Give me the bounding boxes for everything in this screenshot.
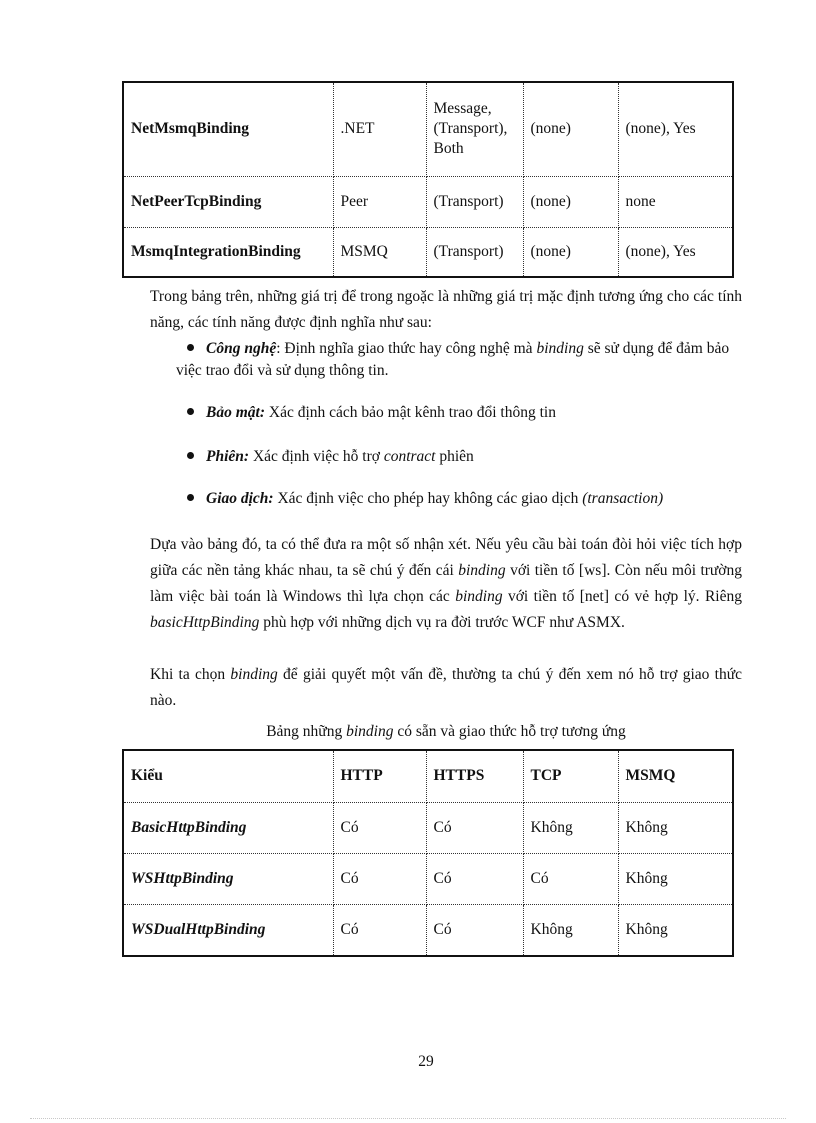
table-row (123, 176, 733, 227)
binding-name-cell: NetPeerTcpBinding (123, 176, 333, 227)
bullet-icon (187, 408, 194, 415)
table-row (123, 853, 733, 904)
table-cell: Có (333, 853, 426, 904)
binding-name-cell: NetMsmqBinding (123, 82, 333, 176)
table-cell: Có (333, 802, 426, 853)
column-header: HTTPS (426, 750, 523, 802)
binding-name-cell: MsmqIntegrationBinding (123, 227, 333, 277)
table-cell: Có (523, 853, 618, 904)
paragraph-italic: binding (455, 588, 503, 605)
column-header: TCP (523, 750, 618, 802)
table-cell: (none) (523, 82, 618, 176)
feature-term: Phiên: (206, 448, 250, 465)
list-item (176, 488, 742, 510)
table-cell: Không (618, 904, 733, 956)
bullet-icon (187, 344, 194, 351)
table-cell: Có (333, 904, 426, 956)
feature-text: Xác định cách bảo mật kênh trao đổi thông tin (268, 404, 556, 421)
feature-term: Công nghệ (206, 340, 277, 357)
binding-name-cell: WSDualHttpBinding (123, 904, 333, 956)
table-row (123, 82, 733, 176)
table-cell: (Transport) (426, 227, 523, 277)
table-cell: Không (523, 802, 618, 853)
paragraph-text: với tiền tố [ws]. Còn nếu môi trường làm việc bài toán là Windows thì lựa chọn các (150, 562, 743, 605)
table-caption (150, 721, 742, 743)
feature-text: phiên (435, 448, 474, 465)
intro-paragraph: Trong bảng trên, những giá trị để trong ngoặc là những giá trị mặc định tương ứng cho các tính năng, các tính năng được định nghĩa như sau: (150, 288, 742, 331)
paragraph-text: Khi ta chọn (150, 666, 231, 683)
bullet-icon (187, 452, 194, 459)
table-cell: Không (523, 904, 618, 956)
bullet-icon (187, 494, 194, 501)
paragraph-text: phù hợp với những dịch vụ ra đời trước WCF như ASMX. (259, 614, 625, 631)
table-row (123, 904, 733, 956)
table-cell: MSMQ (333, 227, 426, 277)
table-header-row (123, 750, 733, 802)
table-cell: (none), Yes (618, 227, 733, 277)
feature-italic: binding (536, 340, 584, 357)
caption-text: có sẵn và giao thức hỗ trợ tương ứng (393, 723, 626, 740)
feature-term: Bảo mật: (206, 404, 265, 421)
feature-italic: contract (383, 448, 436, 465)
feature-term: Giao dịch: (206, 490, 274, 507)
paragraph-text: để giải quyết một vấn đề, thường ta chú ý đến xem nó hỗ trợ giao thức nào. (150, 666, 742, 709)
protocol-paragraph (150, 662, 742, 714)
feature-text: Xác định việc hỗ trợ (252, 448, 384, 465)
feature-text: Định nghĩa giao thức hay công nghệ mà (284, 340, 537, 357)
paragraph-text: Dựa vào bảng đó, ta có thể đưa ra một số nhận xét. Nếu yêu cầu bài toán đòi hỏi việc tích hợp giữa các nền tảng khác nhau, ta sẽ chú ý đến cái (150, 536, 742, 579)
list-item (176, 446, 742, 468)
table-cell: (none), Yes (618, 82, 733, 176)
column-header: MSMQ (618, 750, 733, 802)
bindings-features-table (122, 81, 734, 278)
table-cell: (none) (523, 176, 618, 227)
list-item (176, 402, 742, 424)
table-cell: Peer (333, 176, 426, 227)
feature-text: Xác định việc cho phép hay không các giao dịch (277, 490, 583, 507)
table-row (123, 227, 733, 277)
table-cell: Không (618, 802, 733, 853)
table-cell: (Transport) (426, 176, 523, 227)
table-cell: (none) (523, 227, 618, 277)
caption-italic: binding (346, 723, 394, 740)
paragraph-text: với tiền tố [net] có vẻ hợp lý. Riêng (502, 588, 742, 605)
feature-italic: (transaction) (582, 490, 664, 507)
column-header: HTTP (333, 750, 426, 802)
analysis-paragraph (150, 532, 742, 636)
protocol-support-table (122, 749, 734, 957)
table-cell: Có (426, 904, 523, 956)
table-cell: none (618, 176, 733, 227)
list-item (176, 338, 742, 382)
table-cell: Có (426, 802, 523, 853)
table-cell: .NET (333, 82, 426, 176)
paragraph-italic: binding (458, 562, 506, 579)
paragraph-italic: binding (230, 666, 278, 683)
table-cell: Có (426, 853, 523, 904)
column-header: Kiểu (123, 750, 333, 802)
table-cell: Message, (Transport), Both (426, 82, 523, 176)
page-edge-divider (30, 1118, 786, 1119)
table-cell: Không (618, 853, 733, 904)
feature-text: sẽ sử dụng để đảm bảo việc trao đổi và sử dụng thông tin. (176, 340, 730, 379)
paragraph-italic: basicHttpBinding (150, 614, 260, 631)
feature-sep: : (276, 340, 285, 357)
table-row (123, 802, 733, 853)
caption-text: Bảng những (266, 723, 347, 740)
binding-name-cell: WSHttpBinding (123, 853, 333, 904)
page-number: 29 (418, 1053, 434, 1070)
binding-name-cell: BasicHttpBinding (123, 802, 333, 853)
